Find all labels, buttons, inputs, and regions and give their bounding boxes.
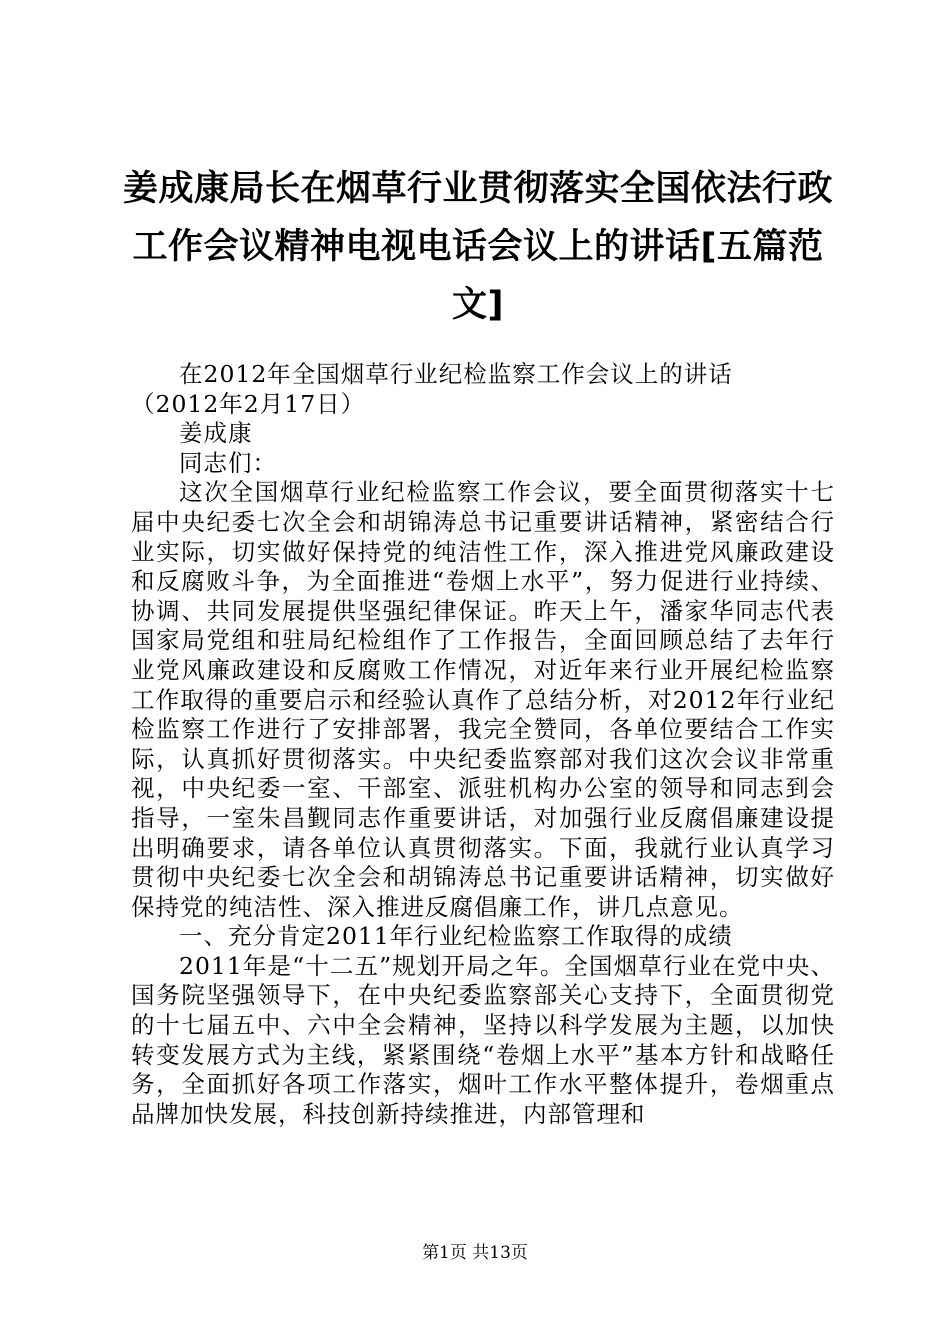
page-footer: 第1页 共13页	[422, 1243, 528, 1263]
speaker-name: 姜成康	[179, 419, 253, 448]
section-heading: 一、充分肯定2011年行业纪检监察工作取得的成绩	[179, 922, 733, 951]
body-paragraph: 这次全国烟草行业纪检监察工作会议，要全面贯彻落实十七届中央纪委七次全会和胡锦涛总书记重要讲话精神，紧密结合行业实际，切实做好保持党的纯洁性工作，深入推进党风廉政建设和反腐败斗争，为全面推进“卷烟上水平”，努力促进行业持续、协调、共同发展提供坚强纪律保证。昨天上午，潘家华同志代表国家局党组和驻局纪检组作了工作报告，全面回顾总结了去年行业党风廉政建设和反腐败工作情况，对近年来行业开展纪检监察工作取得的重要启示和经验认真作了总结分析，对2012年行业纪检监察工作进行了安排部署，我完全赞同，各单位要结合工作实际，认真抓好贯彻落实。中央纪委监察部对我们这次会议非常重视，中央纪委一室、干部室、派驻机构办公室的领导和同志到会指导，一室朱昌觐同志作重要讲话，对加强行业反腐倡廉建设提出明确要求，请各单位认真贯彻落实。下面，我就行业认真学习贯彻中央纪委七次全会和胡锦涛总书记重要讲话精神，切实做好保持党的纯洁性、深入推进反腐倡廉工作，讲几点意见。	[131, 478, 835, 921]
body-paragraph: 2011年是“十二五”规划开局之年。全国烟草行业在党中央、国务院坚强领导下，在中央纪委监察部关心支持下，全面贯彻党的十七届五中、六中全会精神，坚持以科学发展为主题，以加快转变发展方式为主线，紧紧围绕“卷烟上水平”基本方针和战略任务，全面抓好各项工作落实，烟叶工作水平整体提升，卷烟重点品牌加快发展，科技创新持续推进，内部管理和	[131, 951, 835, 1128]
speech-date: （2012年2月17日）	[131, 389, 366, 418]
speech-heading: 在2012年全国烟草行业纪检监察工作会议上的讲话	[179, 360, 733, 388]
document-body	[131, 360, 835, 1129]
document-title: 姜成康局长在烟草行业贯彻落实全国依法行政工作会议精神电视电话会议上的讲话[五篇范文]	[122, 169, 833, 325]
salutation: 同志们：	[179, 448, 277, 477]
